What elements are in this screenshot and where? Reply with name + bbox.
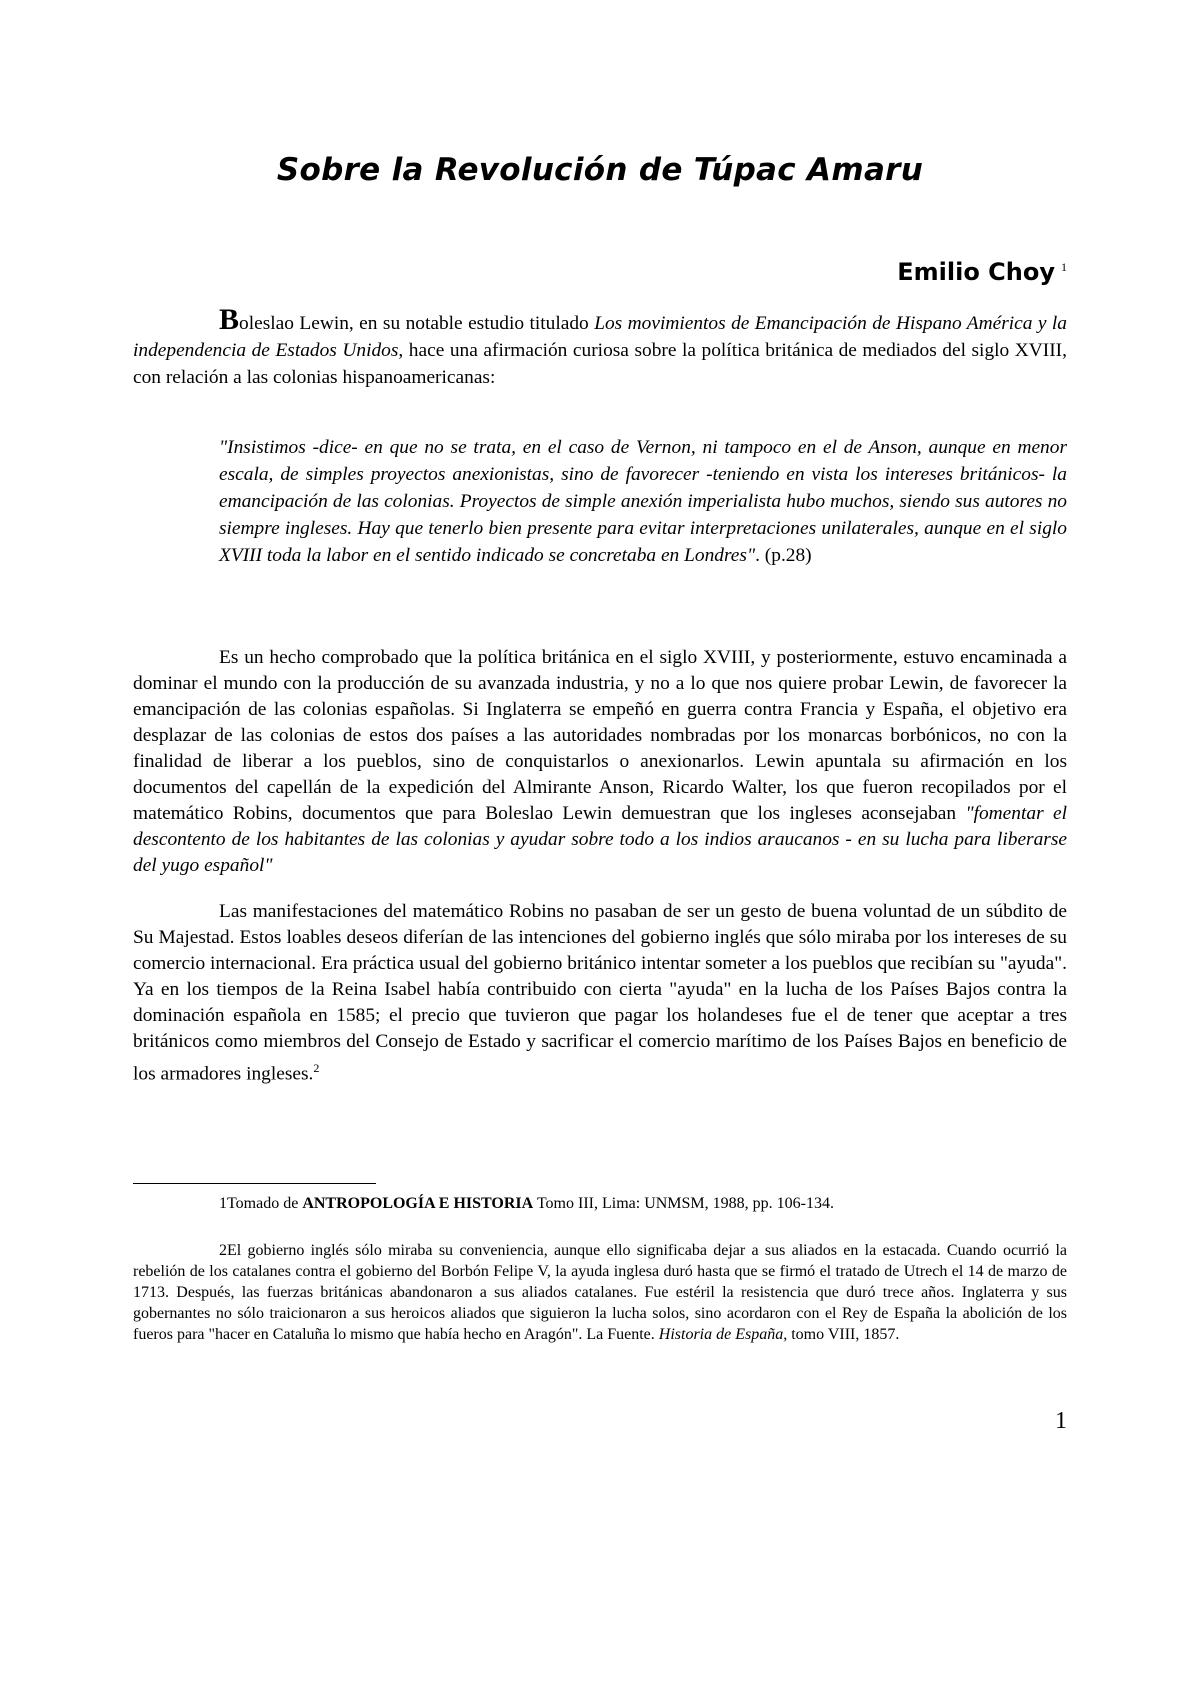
footnote-text: Tomo III, Lima: UNMSM, 1988, pp. 106-134. (533, 1195, 834, 1212)
footnote-text: 1Tomado de (219, 1195, 303, 1212)
paragraph-text: , hace una afirmación curiosa sobre la política británica de mediados del siglo XVIII, con relación a las colonias hispanoamericanas: (133, 340, 1067, 388)
paragraph-text: Las manifestaciones del matemático Robins no pasaban de ser un gesto de buena voluntad de un súbdito de Su Majestad. Estos loables deseos diferían de las intenciones del gobierno inglés que sólo miraba por los intereses de su comercio internacional. Era práctica usual del gobierno británico intentar someter a los pueblos que recibían su "ayuda". Ya en los tiempos de la Reina Isabel había contribuido con cierta "ayuda" en la lucha de los Países Bajos contra la dominación española en 1585; el precio que tuvieron que pagar los holandeses fue el de tener que aceptar a tres británicos como miembros del Consejo de Estado y sacrificar el comercio marítimo de los Países Bajos en beneficio de los armadores ingleses. (133, 901, 1067, 1085)
footnote-2 (133, 1240, 1067, 1345)
document-title: Sobre la Revolución de Túpac Amaru (276, 152, 924, 188)
page-number: 1 (1055, 1408, 1067, 1434)
drop-cap: B (219, 303, 240, 336)
footnote-ref-1[interactable]: 1 (1061, 260, 1067, 274)
quote-citation: . (p.28) (755, 545, 812, 566)
footnote-ref-2[interactable]: 2 (313, 1061, 320, 1075)
quoted-text: "fomentar el descontento de los habitantes de las colonias y ayudar sobre todo a los indios araucanos - en su lucha para liberarse del yugo español" (133, 803, 1067, 876)
footnote-1 (133, 1193, 1067, 1214)
footnote-separator (133, 1183, 376, 1184)
paragraph-3 (133, 899, 1067, 1087)
paragraph-text: Es un hecho comprobado que la política británica en el siglo XVIII, y posteriormente, estuvo encaminada a dominar el mundo con la producción de su avanzada industria, y no a lo que nos quiere probar Lewin, de favorecer la emancipación de las colonias españolas. Si Inglaterra se empeñó en guerra contra Francia y España, el objetivo era desplazar de las colonias de estos dos países a las autoridades nombradas por los monarcas borbónicos, no con la finalidad de liberar a los pueblos, sino de conquistarlos o anexionarlos. Lewin apuntala su afirmación en los documentos del capellán de la expedición del Almirante Anson, Ricardo Walter, los que fueron recopilados por el matemático Robins, documentos que para Boleslao Lewin demuestran que los ingleses aconsejaban (133, 647, 1067, 824)
paragraph-2 (133, 645, 1067, 879)
quote-text: "Insistimos -dice- en que no se trata, en el caso de Vernon, ni tampoco en el de Anson, aunque en menor escala, de simples proyectos anexionistas, sino de favorecer -teniendo en vista los intereses británicos- la emancipación de las colonias. Proyectos de simple anexión imperialista hubo muchos, siendo sus autores no siempre ingleses. Hay que tenerlo bien presente para evitar interpretaciones unilaterales, aunque en el siglo XVIII toda la labor en el sentido indicado se concretaba en Londres" (219, 437, 1067, 566)
author-name (897, 258, 1067, 286)
paragraph-1 (133, 303, 1067, 391)
footnote-text: 2El gobierno inglés sólo miraba su conveniencia, aunque ello significaba dejar a sus aliados en la estacada. Cuando ocurrió la rebelión de los catalanes contra el gobierno del Borbón Felipe V, la ayuda inglesa duró hasta que se firmó el tratado de Utrech el 14 de marzo de 1713. Después, las fuerzas británicas abandonaron a sus aliados catalanes. Fue estéril la resistencia que duró trece años. Inglaterra y sus gobernantes no sólo traicionaron a sus heroicos aliados que siguieron la lucha solos, sino acordaron con el Rey de España la abolición de los fueros para "hacer en Cataluña lo mismo que había hecho en Aragón". La Fuente. (133, 1242, 1067, 1343)
footnote-source-title: Historia de España (658, 1326, 784, 1343)
block-quote (219, 434, 1067, 569)
footnote-text: , tomo VIII, 1857. (783, 1326, 900, 1343)
book-title: Los movimientos de Emancipación de Hispano América y la independencia de Estados Unidos (133, 313, 1067, 361)
author-name-text: Emilio Choy (897, 258, 1055, 286)
footnote-source-title: ANTROPOLOGÍA E HISTORIA (302, 1195, 534, 1212)
paragraph-text: oleslao Lewin, en su notable estudio titulado (239, 313, 595, 334)
